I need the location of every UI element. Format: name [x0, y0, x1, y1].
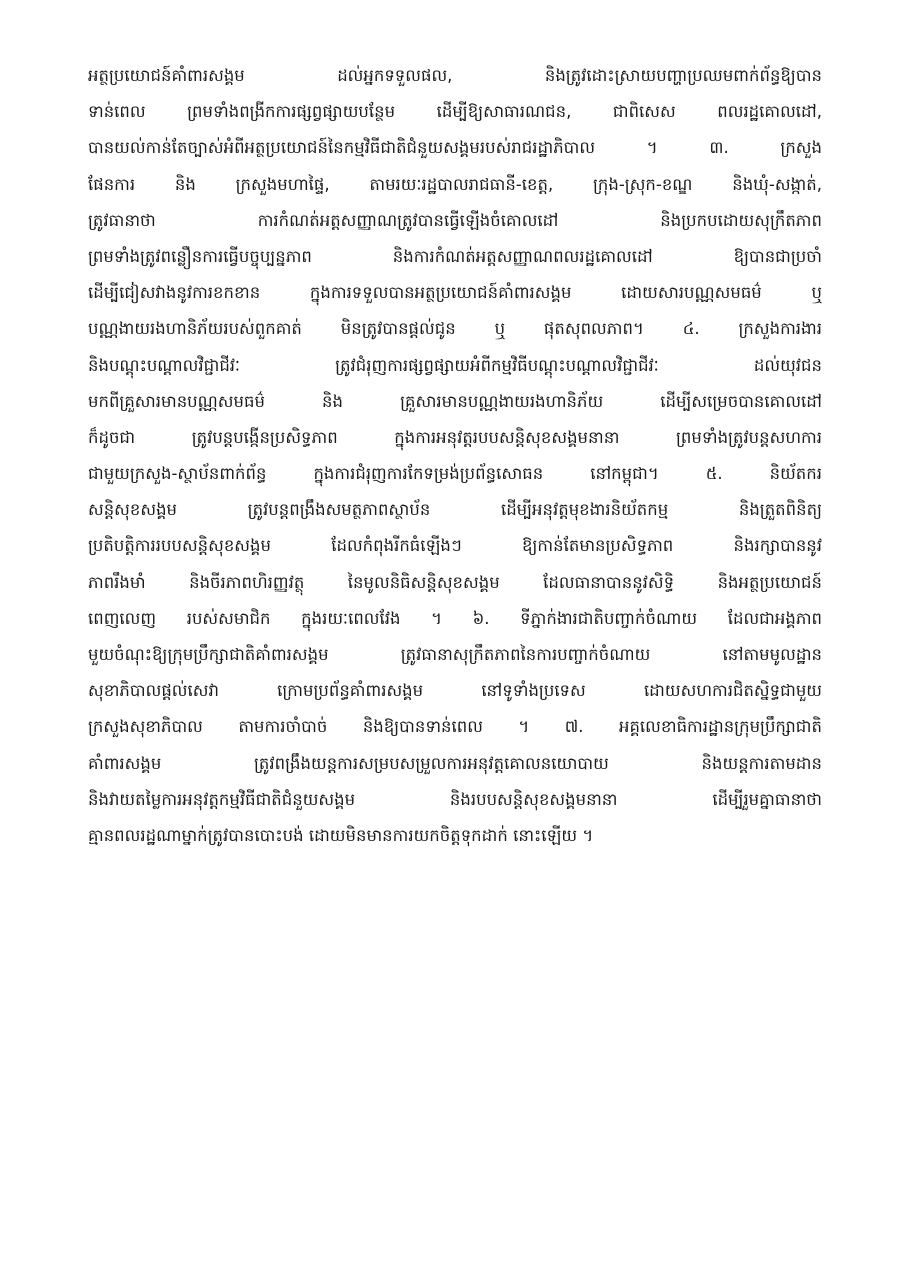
paragraph-line-10: មកពីគ្រួសារមានបណ្ណសមធម៌ និង គ្រួសារមានបណ្ណងាយរងហានិភ័យ ដើម្បីសម្រេចបានគោលដៅ [88, 391, 822, 411]
paragraph-line-21: និងវាយតម្លៃការអនុវត្តកម្មវិធីជាតិជំនួយសង្គម និងរបបសន្តិសុខសង្គមនានា ដើម្បីរួមគ្នាធានាថា [88, 789, 822, 809]
paragraph-line-1: អត្ថប្រយោជន៍គាំពារសង្គម ដល់អ្នកទទួលផល, និងត្រូវដោះស្រាយបញ្ហាប្រឈមពាក់ព័ន្ធឱ្យបាន [88, 66, 822, 85]
paragraph-line-11: ក៏ដូចជា ត្រូវបន្តបង្កើនប្រសិទ្ធភាព ក្នុងការអនុវត្តរបបសន្តិសុខសង្គមនានា ព្រមទាំងត្រូវបន្តសហការ [88, 427, 822, 447]
paragraph-line-13: សន្តិសុខសង្គម ត្រូវបន្តពង្រឹងសមត្ថភាពស្ថាប័ន ដើម្បីអនុវត្តមុខងារនិយ័តកម្ម និងត្រួតពិនិត្យ [88, 500, 822, 520]
paragraph-line-2: ទាន់ពេល ព្រមទាំងពង្រីកការផ្សព្វផ្សាយបន្ថែម ដើម្បីឱ្យសាធារណជន, ជាពិសេស ពលរដ្ឋគោលដៅ, [88, 102, 822, 122]
paragraph-line-20: គាំពារសង្គម ត្រូវពង្រឹងយន្តការសម្របសម្រួលការអនុវត្តគោលនយោបាយ និងយន្តការតាមដាន [88, 753, 822, 773]
paragraph-line-14: ប្រតិបត្តិការរបបសន្តិសុខសង្គម ដែលកំពុងរីកធំឡើងៗ ឱ្យកាន់តែមានប្រសិទ្ធភាព និងរក្សាបាននូវ [88, 536, 822, 556]
paragraph-line-17: មួយចំណុះឱ្យក្រុមប្រឹក្សាជាតិគាំពារសង្គម ត្រូវធានាសុក្រឹតភាពនៃការបញ្ចាក់ចំណាយ នៅតាមមូលដ្ឋាន [88, 645, 822, 664]
paragraph-line-8: បណ្ណងាយរងហានិភ័យរបស់ពួកគាត់ មិនត្រូវបានផ្ដល់ជូន ឬ ផុតសុពលភាព។ ៤. ក្រសួងការងារ [88, 319, 822, 339]
body-paragraph [88, 58, 822, 854]
paragraph-line-22: គ្មានពលរដ្ឋណាម្នាក់ត្រូវបានបោះបង់ ដោយមិនមានការយកចិត្តទុកដាក់ នោះឡើយ ។ [88, 825, 594, 845]
paragraph-line-9: និងបណ្តុះបណ្តាលវិជ្ជាជីវៈ ត្រូវជំរុញការផ្សព្វផ្សាយអំពីកម្មវិធីបណ្តុះបណ្តាលវិជ្ជាជីវៈ ដល់យុវជន [88, 355, 822, 375]
paragraph-line-3: បានយល់កាន់តែច្បាស់អំពីអត្ថប្រយោជន៍នៃកម្មវិធីជាតិជំនួយសង្គមរបស់រាជរដ្ឋាភិបាល ។ ៣. ក្រសួង [88, 138, 822, 158]
paragraph-line-7: ដើម្បីជៀសវាងនូវការខកខាន ក្នុងការទទួលបានអត្ថប្រយោជន៍គាំពារសង្គម ដោយសារបណ្ណសមធម៌ ឬ [88, 283, 822, 303]
paragraph-line-19: ក្រសួងសុខាភិបាល តាមការចាំបាច់ និងឱ្យបានទាន់ពេល ។ ៧. អគ្គលេខាធិការដ្ឋានក្រុមប្រឹក្សាជាតិ [88, 717, 822, 737]
paragraph-line-4: ផែនការ និង ក្រសួងមហាផ្ទៃ, តាមរយៈរដ្ឋបាលរាជធានី-ខេត្ត, ក្រុង-ស្រុក-ខណ្ឌ និងឃុំ-សង្កាត់, [88, 174, 822, 194]
paragraph-line-12: ជាមួយក្រសួង-ស្ថាប័នពាក់ព័ន្ធ ក្នុងការជំរុញការកែទម្រង់ប្រព័ន្ធសោធន នៅកម្ពុជា។ ៥. និយ័តករ [88, 464, 822, 484]
paragraph-line-15: ភាពរឹងមាំ និងចីរភាពហិរញ្ញវត្ថុ នៃមូលនិធិសន្តិសុខសង្គម ដែលធានាបាននូវសិទ្ធិ និងអត្ថប្រយោជន៍ [88, 572, 822, 592]
paragraph-line-16: ពេញលេញ របស់សមាជិក ក្នុងរយៈពេលវែង ។ ៦. ទីភ្នាក់ងារជាតិបញ្ចាក់ចំណាយ ដែលជាអង្គភាព [88, 608, 822, 628]
paragraph-line-6: ព្រមទាំងត្រូវពន្លឿនការធ្វើបច្ចុប្បន្នភាព និងការកំណត់អត្តសញ្ញាណពលរដ្ឋគោលដៅ ឱ្យបានជាប្រចាំ [88, 246, 822, 266]
paragraph-line-18: សុខាភិបាលផ្ដល់សេវា ក្រោមប្រព័ន្ធគាំពារសង្គម នៅទូទាំងប្រទេស ដោយសហការជិតស្និទ្ធជាមួយ [88, 681, 822, 701]
paragraph-line-5: ត្រូវធានាថា ការកំណត់អត្តសញ្ញាណត្រូវបានធ្វើឡើងចំគោលដៅ និងប្រកបដោយសុក្រឹតភាព [88, 210, 822, 230]
